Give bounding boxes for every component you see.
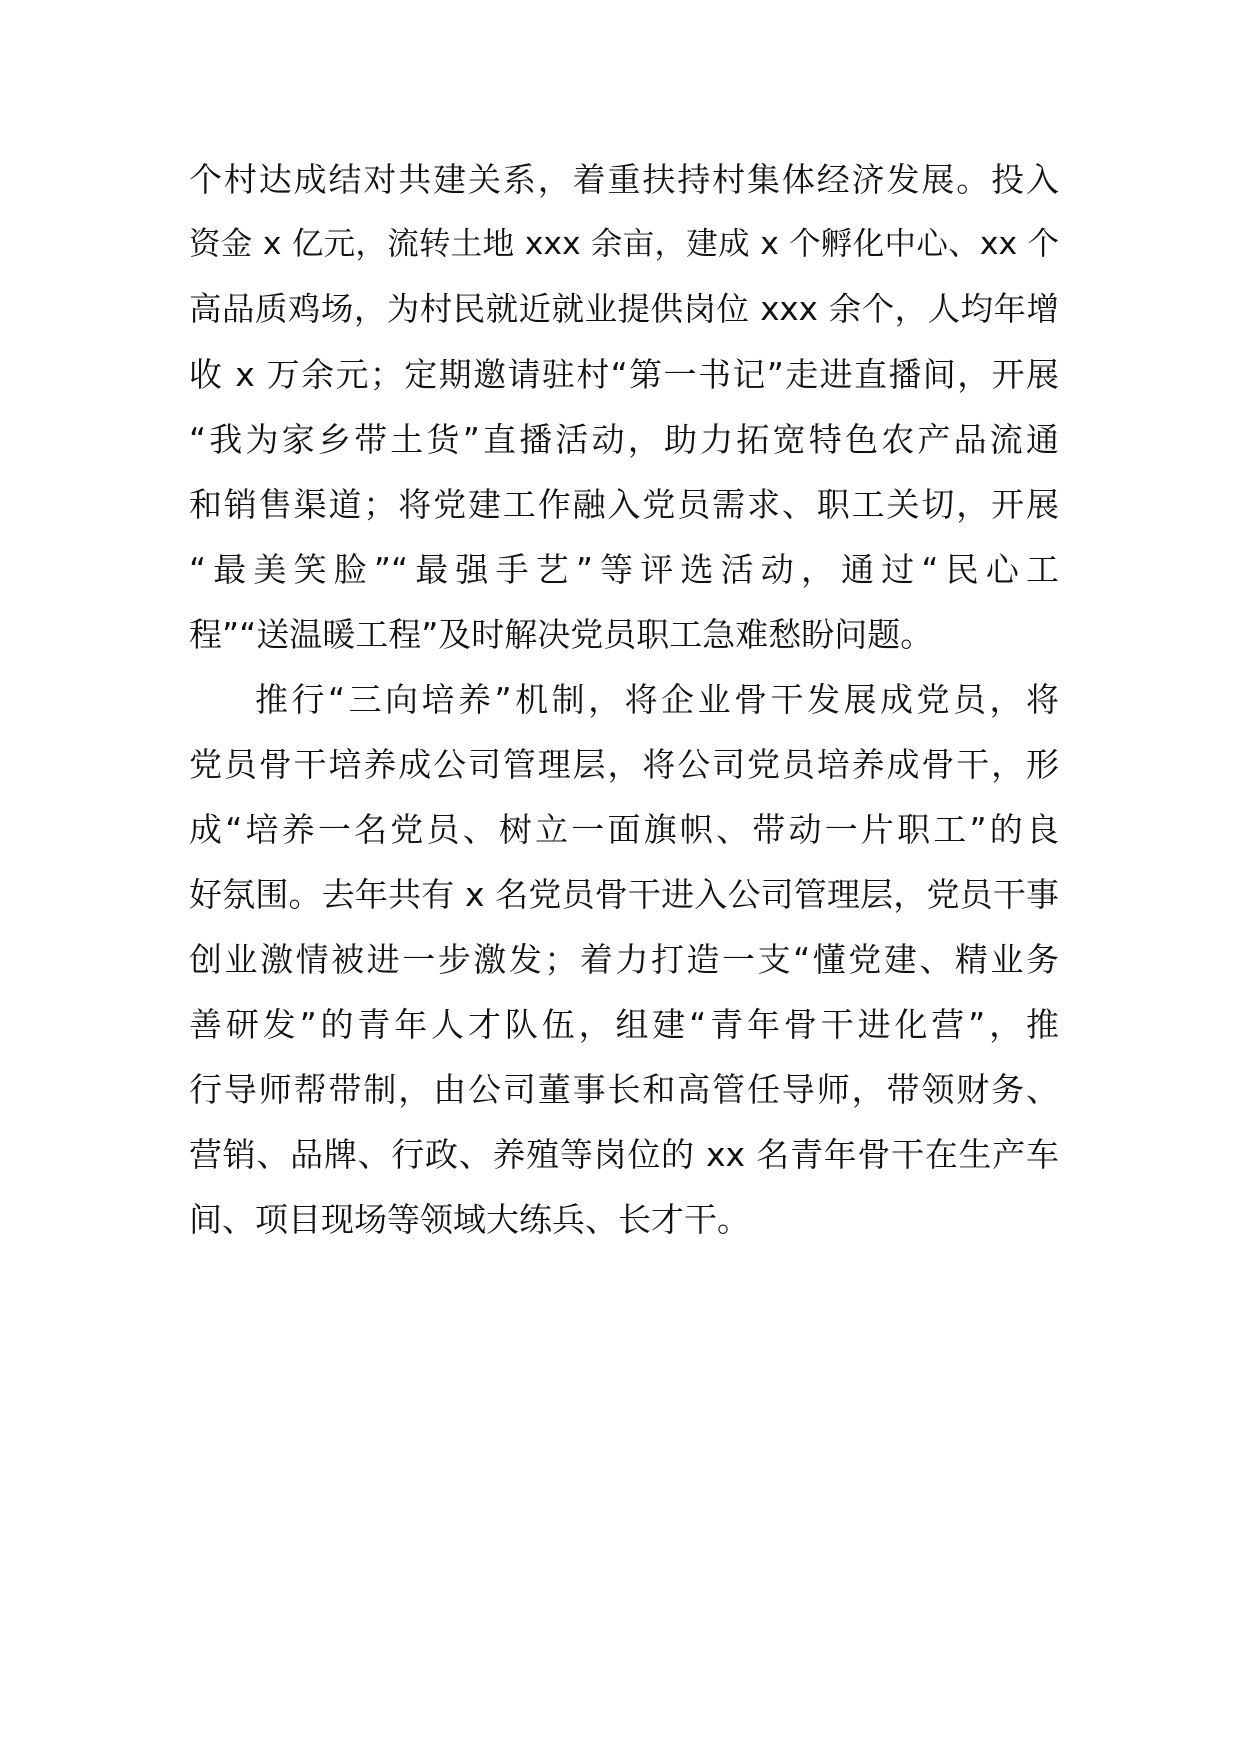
text-line: “最美笑脸”“最强手艺”等评选活动，通过“民心工 [189,550,1059,589]
document-body [189,147,1059,1252]
text-line: 行导师帮带制，由公司董事长和高管任导师，带领财务、 [189,1070,1059,1109]
text-line: 推行“三向培养”机制，将企业骨干发展成党员，将 [255,680,1059,719]
text-line: “我为家乡带土货”直播活动，助力拓宽特色农产品流通 [189,420,1059,459]
text-line: 营销、品牌、行政、养殖等岗位的 xx 名青年骨干在生产车 [189,1135,1059,1174]
paragraph-2 [189,667,1059,1252]
text-line: 高品质鸡场，为村民就近就业提供岗位 xxx 余个，人均年增 [189,290,1059,328]
text-line: 个村达成结对共建关系，着重扶持村集体经济发展。投入 [189,160,1059,199]
text-line: 创业激情被进一步激发；着力打造一支“懂党建、精业务 [189,940,1059,979]
text-line: 党员骨干培养成公司管理层，将公司党员培养成骨干，形 [189,745,1059,784]
text-line: 间、项目现场等领域大练兵、长才干。 [189,1200,750,1239]
text-line: 和销售渠道；将党建工作融入党员需求、职工关切，开展 [189,485,1059,524]
text-line: 成“培养一名党员、树立一面旗帜、带动一片职工”的良 [189,810,1059,849]
text-line: 好氛围。去年共有 x 名党员骨干进入公司管理层，党员干事 [189,875,1059,914]
paragraph-1 [189,147,1059,667]
text-line: 资金 x 亿元，流转土地 xxx 余亩，建成 x 个孵化中心、xx 个 [189,226,1059,262]
text-line: 程”“送温暖工程”及时解决党员职工急难愁盼问题。 [189,615,934,654]
text-line: 善研发”的青年人才队伍，组建“青年骨干进化营”，推 [189,1005,1059,1044]
text-line: 收 x 万余元；定期邀请驻村“第一书记”走进直播间，开展 [189,355,1059,394]
